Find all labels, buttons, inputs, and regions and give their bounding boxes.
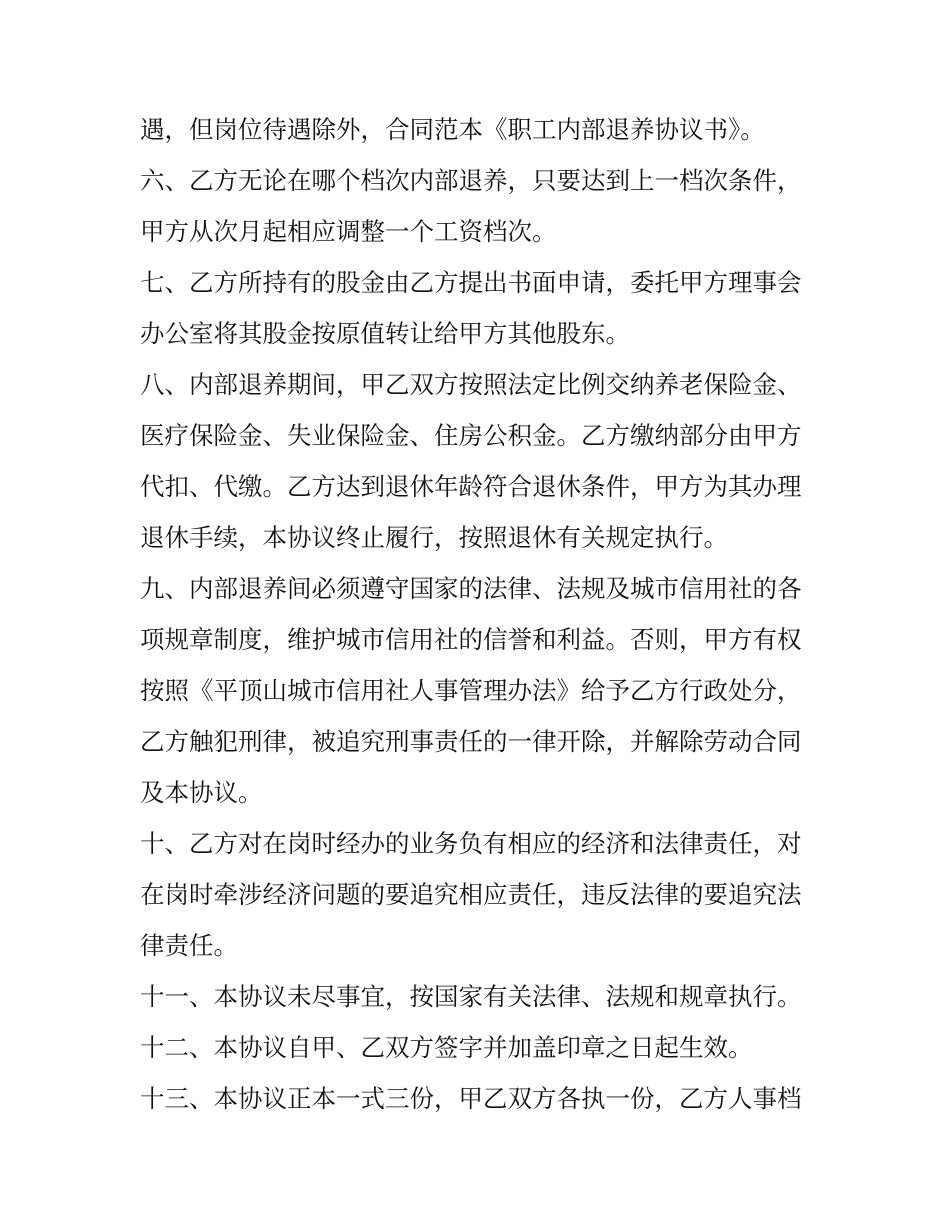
clause-6-line: 六、乙方无论在哪个档次内部退养，只要达到上一档次条件，: [140, 166, 802, 195]
clause-12-line: 十二、本协议自甲、乙双方签字并加盖印章之日起生效。: [140, 1033, 753, 1062]
text-line: 退休手续，本协议终止履行，按照退休有关规定执行。: [140, 523, 728, 552]
text-line: 医疗保险金、失业保险金、住房公积金。乙方缴纳部分由甲方: [140, 421, 802, 450]
text-line: 遇，但岗位待遇除外，合同范本《职工内部退养协议书》。: [140, 115, 765, 144]
clause-7-line: 七、乙方所持有的股金由乙方提出书面申请，委托甲方理事会: [140, 268, 802, 297]
clause-13-line: 十三、本协议正本一式三份，甲乙双方各执一份，乙方人事档: [140, 1084, 802, 1113]
clause-8-line: 八、内部退养期间，甲乙双方按照法定比例交纳养老保险金、: [140, 370, 802, 399]
clause-9-line: 九、内部退养间必须遵守国家的法律、法规及城市信用社的各: [140, 574, 802, 603]
text-line: 按照《平顶山城市信用社人事管理办法》给予乙方行政处分，: [140, 676, 802, 705]
text-line: 项规章制度，维护城市信用社的信誉和利益。否则，甲方有权: [140, 625, 802, 654]
text-line: 及本协议。: [140, 778, 263, 807]
text-line: 代扣、代缴。乙方达到退休年龄符合退休条件，甲方为其办理: [140, 472, 802, 501]
text-line: 办公室将其股金按原值转让给甲方其他股东。: [140, 319, 630, 348]
clause-11-line: 十一、本协议未尽事宜，按国家有关法律、法规和规章执行。: [140, 982, 802, 1011]
text-line: 乙方触犯刑律，被追究刑事责任的一律开除，并解除劳动合同: [140, 727, 802, 756]
text-line: 甲方从次月起相应调整一个工资档次。: [140, 217, 557, 246]
text-line: 在岗时牵涉经济问题的要追究相应责任，违反法律的要追究法: [140, 880, 802, 909]
document-body: [140, 104, 820, 1124]
clause-10-line: 十、乙方对在岗时经办的业务负有相应的经济和法律责任，对: [140, 829, 802, 858]
text-line: 律责任。: [140, 931, 238, 960]
